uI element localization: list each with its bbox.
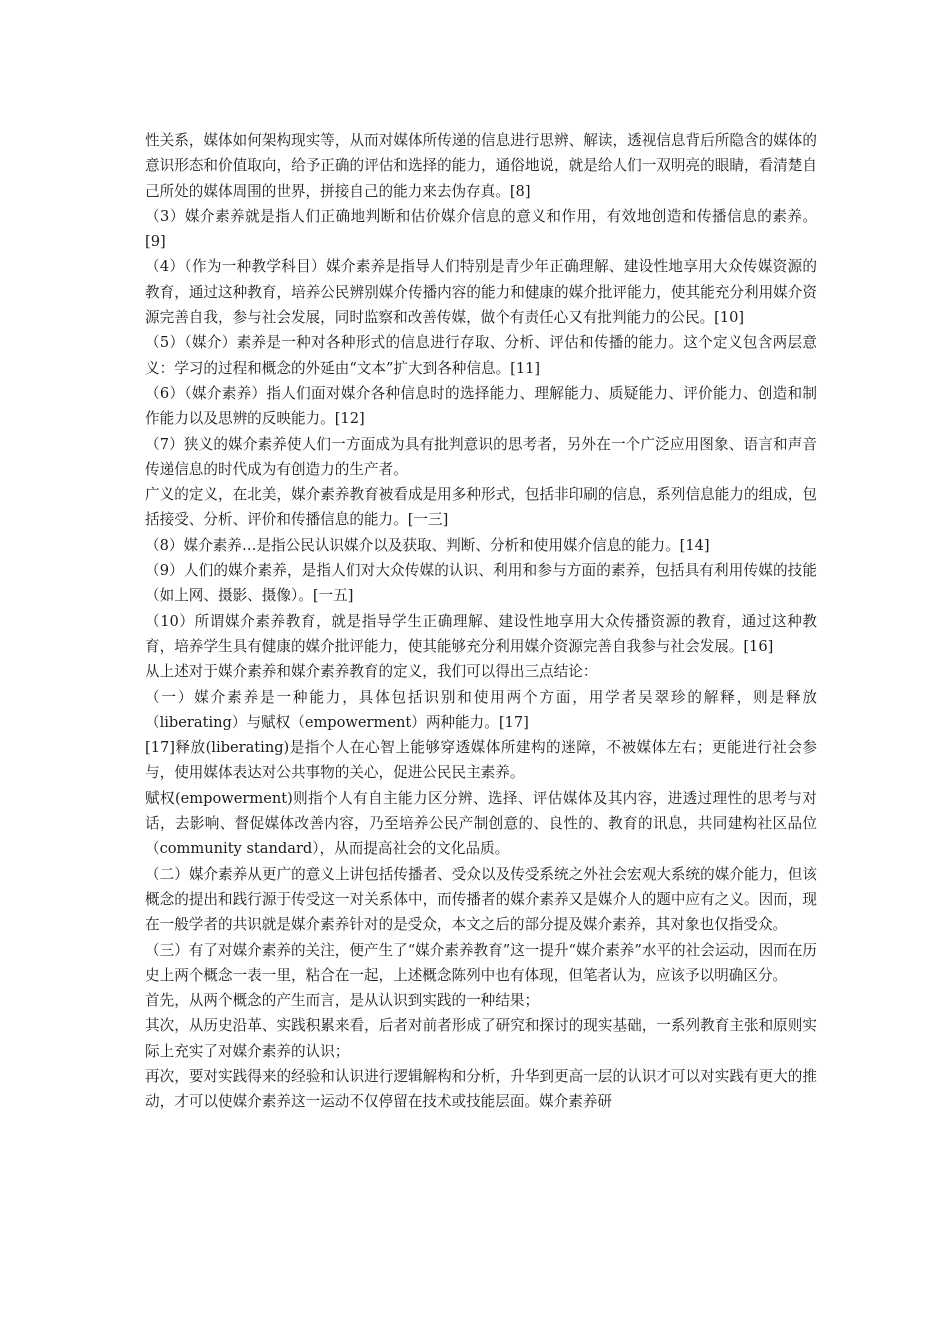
paragraph-definition-9: （9）人们的媒介素养，是指人们对大众传媒的认识、利用和参与方面的素养，包括具有利用传媒的技能（如上网、摄影、摄像）。[一五] [145,562,817,605]
paragraph-definition-7: （7）狭义的媒介素养使人们一方面成为具有批判意识的思考者，另外在一个广泛应用图象、语言和声音传递信息的时代成为有创造力的生产者。 [145,435,817,478]
paragraph-footnote-17-empowerment: 赋权(empowerment)则指个人有自主能力区分辨、选择、评估媒体及其内容，进透过理性的思考与对话，去影响、督促媒体改善内容，乃至培养公民产制创意的、良性的、教育的讯息，共同建构社区品位（community standard），从而提高社会的文化品质。 [145,789,817,858]
paragraph-footnote-17-liberating: [17]释放(liberating)是指个人在心智上能够穿透媒体所建构的迷障，不被媒体左右；更能进行社会参与，使用媒体表达对公共事物的关心，促进公民民主素养。 [145,739,817,782]
paragraph-conclusion-2: （二）媒介素养从更广的意义上讲包括传播者、受众以及传受系统之外社会宏观大系统的媒介能力，但该概念的提出和践行源于传受这一对关系体中，而传播者的媒介素养又是媒介人的题中应有之义。因而，现在一般学者的共识就是媒介素养针对的是受众，本文之后的部分提及媒介素养，其对象也仅指受众。 [145,865,817,934]
paragraph-definition-5: （5）（媒介）素养是一种对各种形式的信息进行存取、分析、评估和传播的能力。这个定义包含两层意义：学习的过程和概念的外延由“文本”扩大到各种信息。[11] [145,334,817,377]
document-body [145,128,817,1115]
paragraph-conclusion-1: （一）媒介素养是一种能力，具体包括识别和使用两个方面，用学者吴翠珍的解释，则是释放（liberating）与赋权（empowerment）两种能力。[17] [145,688,817,731]
paragraph-conclusions-intro: 从上述对于媒介素养和媒介素养教育的定义，我们可以得出三点结论： [145,663,598,681]
paragraph-conclusion-3: （三）有了对媒介素养的关注，便产生了“媒介素养教育”这一提升“媒介素养”水平的社会运动，因而在历史上两个概念一表一里，粘合在一起，上述概念陈列中也有体现，但笔者认为，应该予以明确区分。 [145,941,817,984]
paragraph-definition-intro-continued: 性关系，媒体如何架构现实等，从而对媒体所传递的信息进行思辨、解读，透视信息背后所隐含的媒体的意识形态和价值取向，给予正确的评估和选择的能力，通俗地说，就是给人们一双明亮的眼睛，看清楚自己所处的媒体周围的世界，拼接自己的能力来去伪存真。[8] [145,132,817,200]
paragraph-definition-6: （6）（媒介素养）指人们面对媒介各种信息时的选择能力、理解能力、质疑能力、评价能力、创造和制作能力以及思辨的反映能力。[12] [145,384,817,428]
paragraph-definition-10: （10）所谓媒介素养教育，就是指导学生正确理解、建设性地享用大众传播资源的教育，通过这种教育，培养学生具有健康的媒介批评能力，使其能够充分利用媒介资源完善自我参与社会发展。[16] [145,612,817,655]
paragraph-thirdly: 再次，要对实践得来的经验和认识进行逻辑解构和分析，升华到更高一层的认识才可以对实践有更大的推动，才可以使媒介素养这一运动不仅停留在技术或技能层面。媒介素养研 [145,1067,817,1111]
paragraph-secondly: 其次，从历史沿革、实践积累来看，后者对前者形成了研究和探讨的现实基础，一系列教育主张和原则实际上充实了对媒介素养的认识； [145,1017,817,1060]
paragraph-firstly: 首先，从两个概念的产生而言，是从认识到实践的一种结果； [145,992,540,1010]
paragraph-broad-definition: 广义的定义，在北美，媒介素养教育被看成是用多种形式，包括非印刷的信息，系列信息能力的组成，包括接受、分析、评价和传播信息的能力。[一三] [145,486,817,529]
paragraph-definition-4: （4）（作为一种教学科目）媒介素养是指导人们特别是青少年正确理解、建设性地享用大众传媒资源的教育，通过这种教育，培养公民辨别媒介传播内容的能力和健康的媒介批评能力，使其能充分利用媒介资源完善自我，参与社会发展，同时监察和改善传媒，做个有责任心又有批判能力的公民。[10] [145,258,817,327]
paragraph-definition-3: （3）媒介素养就是指人们正确地判断和估价媒介信息的意义和作用，有效地创造和传播信息的素养。[9] [145,207,817,251]
paragraph-definition-8: （8）媒介素养…是指公民认识媒介以及获取、判断、分析和使用媒介信息的能力。[14] [145,536,710,554]
